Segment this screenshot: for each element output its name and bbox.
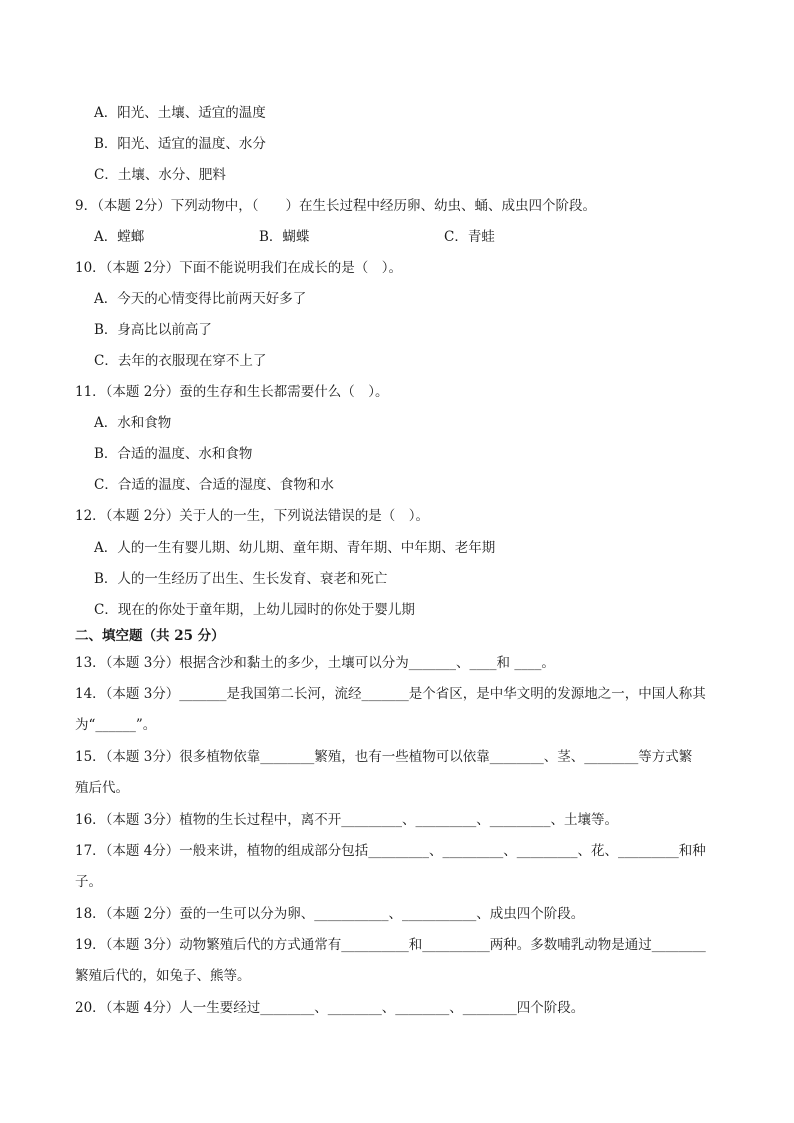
q10-option-a: A．今天的心情变得比前两天好多了 [94,291,307,307]
question-17-line-1: 17．（本题 4分）一般来讲，植物的组成部分包括_________、_________、_________、花、_________和种 [75,843,706,859]
question-13: 13．（本题 3分）根据含沙和黏土的多少，土壤可以分为_______、____和 ____。 [75,655,555,671]
question-11: 11．（本题 2分）蚕的生存和生长都需要什么（ ）。 [75,384,389,400]
question-9: 9．（本题 2分）下列动物中，（ ）在生长过程中经历卵、幼虫、蛹、成虫四个阶段。 [75,198,596,214]
q12-option-a: A．人的一生有婴儿期、幼儿期、童年期、青年期、中年期、老年期 [94,540,496,556]
question-15-line-1: 15．（本题 3分）很多植物依靠________繁殖，也有一些植物可以依靠________、茎、________等方式繁 [75,749,693,765]
q9-option-c: C．青蛙 [444,229,495,245]
q8-option-b: B．阳光、适宜的温度、水分 [94,136,266,152]
q11-option-a: A．水和食物 [94,415,172,431]
q10-option-b: B．身高比以前高了 [94,322,212,338]
q9-option-b: B．蝴蝶 [259,229,310,245]
question-14-line-1: 14．（本题 3分）_______是我国第二长河，流经_______是个省区，是中华文明的发源地之一，中国人称其 [75,686,706,702]
q11-option-b: B．合适的温度、水和食物 [94,446,253,462]
q11-option-c: C．合适的温度、合适的湿度、食物和水 [94,477,334,493]
question-14-line-2: 为“______”。 [75,717,157,733]
question-12: 12．（本题 2分）关于人的一生，下列说法错误的是（ ）。 [75,508,430,524]
q10-option-c: C．去年的衣服现在穿不上了 [94,353,267,369]
q8-option-a: A．阳光、土壤、适宜的温度 [94,105,266,121]
question-19-line-1: 19．（本题 3分）动物繁殖后代的方式通常有__________和__________两种。多数哺乳动物是通过________ [75,937,706,953]
question-17-line-2: 子。 [75,874,102,890]
section-fill-in-title: 二、填空题（共 25 分） [75,628,225,644]
question-15-line-2: 殖后代。 [75,780,129,796]
q9-options [94,228,495,246]
q8-option-c: C．土壤、水分、肥料 [94,167,226,183]
question-16: 16．（本题 3分）植物的生长过程中，离不开_________、_________、_________、土壤等。 [75,812,619,828]
q12-option-c: C．现在的你处于童年期，上幼儿园时的你处于婴儿期 [94,602,415,618]
q9-option-a: A．螳螂 [94,229,145,245]
question-18: 18．（本题 2分）蚕的一生可以分为卵、___________、___________、成虫四个阶段。 [75,906,585,922]
question-20: 20．（本题 4分）人一生要经过________、________、________、________四个阶段。 [75,1000,585,1016]
question-10: 10．（本题 2分）下面不能说明我们在成长的是（ ）。 [75,260,403,276]
q12-option-b: B．人的一生经历了出生、生长发育、衰老和死亡 [94,571,388,587]
question-19-line-2: 繁殖后代的，如兔子、熊等。 [75,968,251,984]
